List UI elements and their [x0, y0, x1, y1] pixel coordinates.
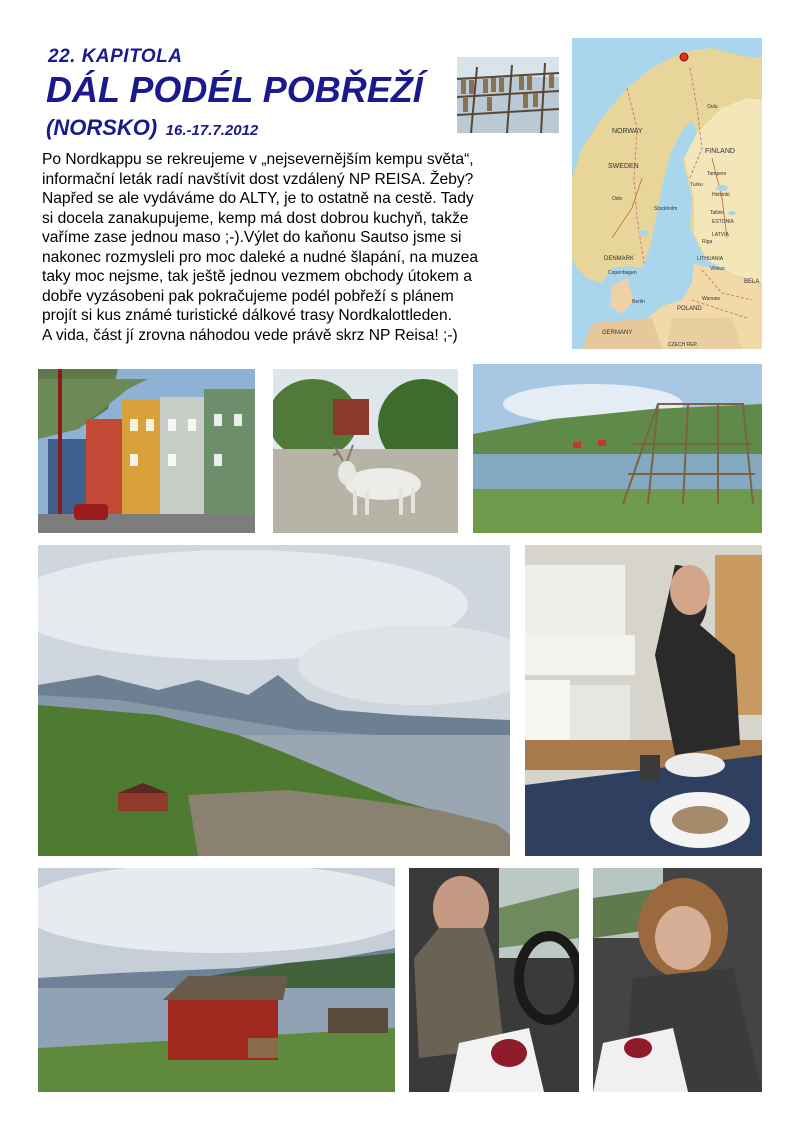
photo-fish-racks-small: [457, 57, 559, 133]
body-line: vaříme zase jednou maso ;-).Výlet do kaňonu Sautso jsme si: [42, 229, 462, 246]
map-label-helsinki: Helsinki: [712, 192, 730, 198]
map-label-denmark: DENMARK: [604, 256, 635, 262]
page-title: DÁL PODÉL POBŘEŽÍ: [46, 69, 423, 110]
map-label-estonia: ESTONIA: [712, 219, 734, 225]
map-label-sweden: SWEDEN: [608, 163, 639, 170]
photo-fjord-landscape: [38, 545, 510, 856]
body-paragraph: [42, 150, 574, 345]
body-line: informační leták radí navštívit dost vzdálený NP REISA. Žeby?: [42, 170, 474, 188]
subtitle-dates: 16.-17.7.2012: [165, 122, 259, 139]
body-line: Po Nordkappu se rekreujeme v „nejsevernějším kempu světa“,: [42, 151, 474, 168]
body-line: A vida, část jí zrovna náhodou vede právě skrz NP Reisa! ;-): [42, 326, 458, 344]
map-label-norway: NORWAY: [612, 128, 643, 135]
map-label-belarus: BELA: [744, 279, 760, 285]
map-label-copenhagen: Copenhagen: [608, 270, 637, 276]
map-label-oulu: Oulu: [707, 104, 718, 110]
photo-man-in-car: [409, 868, 579, 1092]
body-line: si docela zanakupujeme, kemp má dost dobrou kuchyň, takže: [42, 209, 469, 227]
map-label-berlin: Berlin: [632, 299, 645, 305]
map-label-czech: CZECH REP.: [668, 342, 698, 348]
map-label-latvia: LATVIA: [712, 232, 729, 238]
map-label-poland: POLAND: [677, 306, 702, 312]
map-label-vilnius: Vilnius: [710, 266, 725, 272]
photo-fish-racks-fjord: [473, 364, 762, 533]
body-line: nakonec rozmysleli pro moc daleké a nudné šlapání, na muzea: [42, 248, 479, 266]
map-label-tampere: Tampere: [707, 171, 727, 177]
photo-red-shed-fjord: [38, 868, 395, 1092]
subtitle: [46, 115, 258, 141]
map-label-oslo: Oslo: [612, 196, 623, 202]
photo-reindeer: [273, 369, 458, 533]
body-line: Napřed se ale vydáváme do ALTY, je to ostatně na cestě. Tady: [42, 190, 474, 207]
map-label-lithuania: LITHUANIA: [697, 256, 724, 262]
body-line: projít si kus známé turistické dálkové trasy Nordkalottleden.: [42, 307, 452, 324]
chapter-label: 22. KAPITOLA: [48, 46, 183, 67]
body-line: dobře vyzásobeni pak pokračujeme podél pobřeží s plánem: [42, 287, 454, 305]
map-label-warsaw: Warsaw: [702, 296, 720, 302]
photo-woman-in-car: [593, 868, 762, 1092]
map-label-germany: GERMANY: [602, 330, 633, 336]
map-label-turku: Turku: [690, 182, 703, 188]
photo-colorful-houses: [38, 369, 255, 533]
map-scandinavia: [572, 38, 762, 349]
map-label-riga: Riga: [702, 239, 713, 245]
subtitle-country: (NORSKO): [46, 115, 158, 140]
map-label-finland: FINLAND: [705, 148, 735, 155]
body-line: taky moc nejsme, tak ještě jednou vezmem obchody útokem a: [42, 268, 472, 285]
photo-cooking-kitchen: [525, 545, 762, 856]
map-label-tallinn: Tallinn: [710, 210, 725, 216]
map-label-stockholm: Stockholm: [654, 206, 678, 212]
